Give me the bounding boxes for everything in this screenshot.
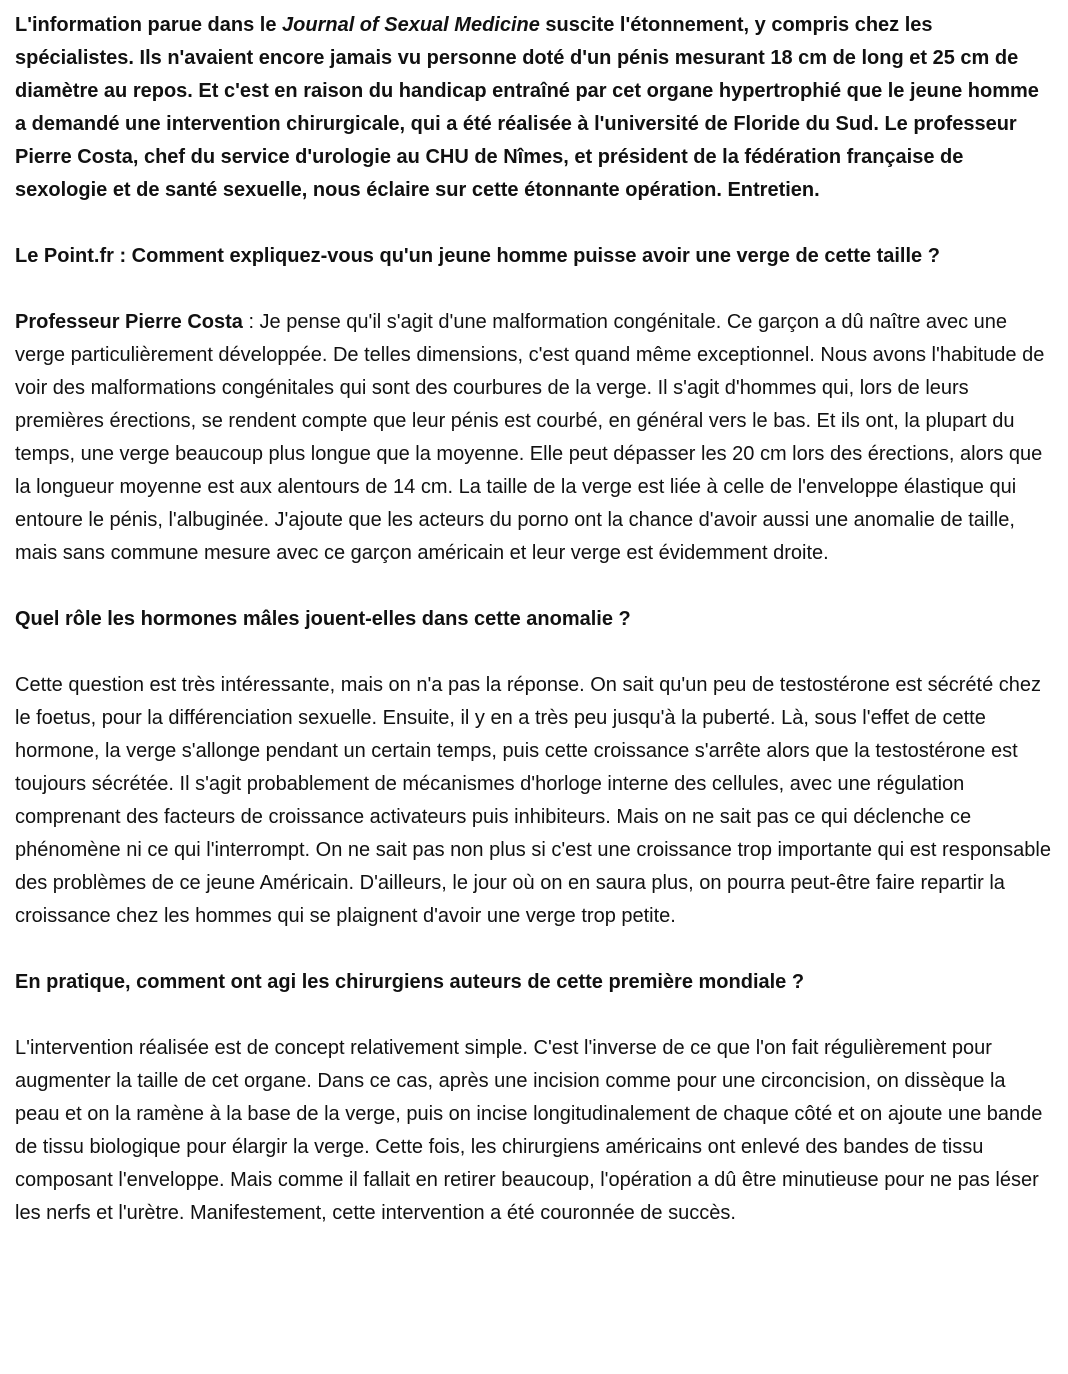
question-1: Le Point.fr : Comment expliquez-vous qu'un jeune homme puisse avoir une verge de cette taille ? [15, 245, 940, 267]
intro-paragraph [15, 9, 1055, 207]
article-body [15, 9, 1055, 1263]
answer-1-text: : Je pense qu'il s'agit d'une malformation congénitale. Ce garçon a dû naître avec une verge particulièrement développée. De telles dimensions, c'est quand même exceptionnel. Nous avons l'habitude de voir des malformations congénitales qui sont des courbures de la verge. Il s'agit d'hommes qui, lors de leurs premières érections, se rendent compte que leur pénis est courbé, en général vers le bas. Et ils ont, la plupart du temps, une verge beaucoup plus longue que la moyenne. Elle peut dépasser les 20 cm lors des érections, alors que la longueur moyenne est aux alentours de 14 cm. La taille de la verge est liée à celle de l'enveloppe élastique qui entoure le pénis, l'albuginée. J'ajoute que les acteurs du porno ont la chance d'avoir aussi une anomalie de taille, mais sans commune mesure avec ce garçon américain et leur verge est évidemment droite. [15, 311, 1045, 564]
speaker-name: Professeur Pierre Costa [15, 311, 243, 333]
intro-text: L'information parue dans le [15, 14, 283, 36]
answer-1 [15, 306, 1055, 570]
answer-3: L'intervention réalisée est de concept relativement simple. C'est l'inverse de ce que l'on fait régulièrement pour augmenter la taille de cet organe. Dans ce cas, après une incision comme pour une circoncision, on dissèque la peau et on la ramène à la base de la verge, puis on incise longitudinalement de chaque côté et on ajoute une bande de tissu biologique pour élargir la verge. Cette fois, les chirurgiens américains ont enlevé des bandes de tissu composant l'enveloppe. Mais comme il fallait en retirer beaucoup, l'opération a dû être minutieuse pour ne pas léser les nerfs et l'urètre. Manifestement, cette intervention a été couronnée de succès. [15, 1037, 1043, 1224]
journal-name: Journal of Sexual Medicine [282, 14, 540, 36]
intro-text-continued: suscite l'étonnement, y compris chez les spécialistes. Ils n'avaient encore jamais vu personne doté d'un pénis mesurant 18 cm de long et 25 cm de diamètre au repos. Et c'est en raison du handicap entraîné par cet organe hypertrophié que le jeune homme a demandé une intervention chirurgicale, qui a été réalisée à l'université de Floride du Sud. Le professeur Pierre Costa, chef du service d'urologie au CHU de Nîmes, et président de la fédération française de sexologie et de santé sexuelle, nous éclaire sur cette étonnante opération. Entretien. [15, 14, 1039, 201]
question-3: En pratique, comment ont agi les chirurgiens auteurs de cette première mondiale ? [15, 971, 805, 993]
question-2: Quel rôle les hormones mâles jouent-elles dans cette anomalie ? [15, 608, 631, 630]
answer-2: Cette question est très intéressante, mais on n'a pas la réponse. On sait qu'un peu de testostérone est sécrété chez le foetus, pour la différenciation sexuelle. Ensuite, il y en a très peu jusqu'à la puberté. Là, sous l'effet de cette hormone, la verge s'allonge pendant un certain temps, puis cette croissance s'arrête alors que la testostérone est toujours sécrétée. Il s'agit probablement de mécanismes d'horloge interne des cellules, avec une régulation comprenant des facteurs de croissance activateurs puis inhibiteurs. Mais on ne sait pas ce qui déclenche ce phénomène ni ce qui l'interrompt. On ne sait pas non plus si c'est une croissance trop importante qui est responsable des problèmes de ce jeune Américain. D'ailleurs, le jour où on en saura plus, on pourra peut-être faire repartir la croissance chez les hommes qui se plaignent d'avoir une verge trop petite. [15, 674, 1051, 927]
